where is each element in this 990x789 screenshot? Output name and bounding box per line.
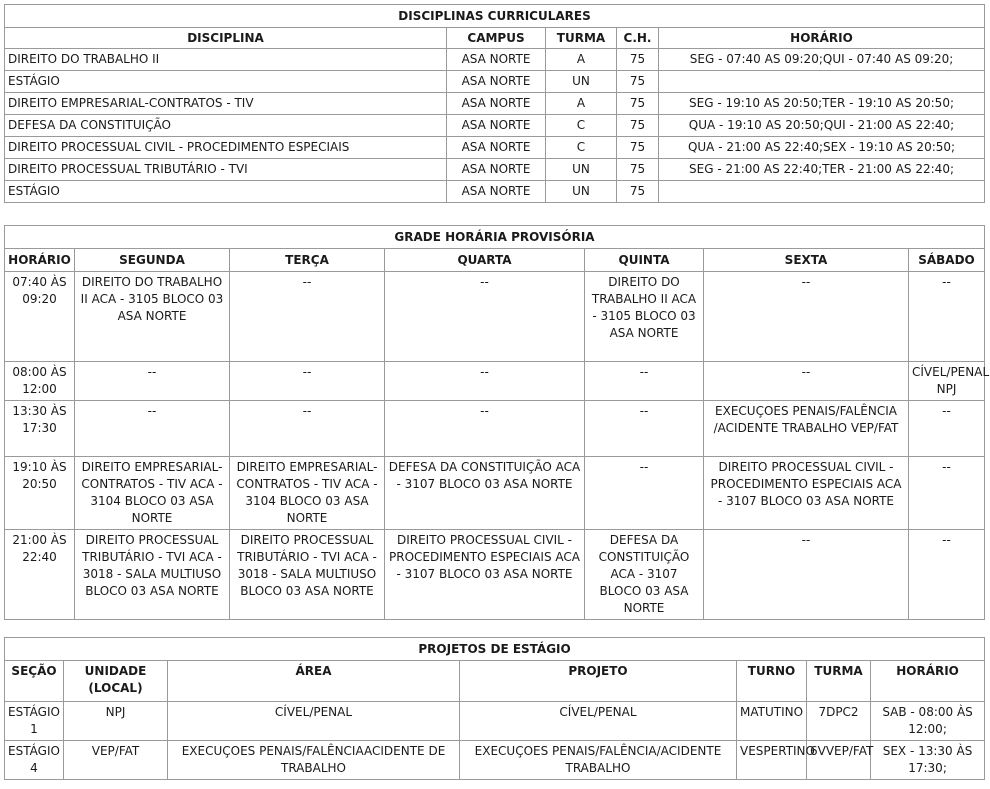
- ch-cell: 75: [617, 137, 659, 159]
- schedule-cell: --: [585, 362, 704, 401]
- table-row: [5, 362, 985, 401]
- schedule-cell: --: [704, 362, 909, 401]
- ch-cell: 75: [617, 159, 659, 181]
- col-header-quinta: QUINTA: [585, 249, 704, 272]
- schedule-cell: --: [75, 362, 230, 401]
- schedule-cell: --: [385, 401, 585, 457]
- col-header-ch: C.H.: [617, 28, 659, 49]
- turno-cell: MATUTINO: [737, 702, 807, 741]
- schedule-cell: DEFESA DA CONSTITUIÇÃO ACA - 3107 BLOCO 03 ASA NORTE: [385, 457, 585, 530]
- col-header-horario: HORÁRIO: [5, 249, 75, 272]
- ch-cell: 75: [617, 93, 659, 115]
- secao-cell: ESTÁGIO 1: [5, 702, 64, 741]
- col-header-quarta: QUARTA: [385, 249, 585, 272]
- horario-cell: SEX - 13:30 ÀS 17:30;: [871, 741, 985, 780]
- schedule-cell: --: [909, 530, 985, 620]
- projetos-table: [4, 637, 985, 780]
- table-row: [5, 115, 985, 137]
- area-cell: EXECUÇOES PENAIS/FALÊNCIAACIDENTE DE TRABALHO: [168, 741, 460, 780]
- schedule-cell: --: [909, 457, 985, 530]
- grade-horaria-table: [4, 225, 990, 620]
- col-header-area: ÁREA: [168, 661, 460, 702]
- col-header-campus: CAMPUS: [447, 28, 546, 49]
- ch-cell: 75: [617, 115, 659, 137]
- table-row: [5, 272, 985, 362]
- ch-cell: 75: [617, 49, 659, 71]
- schedule-cell: DIREITO DO TRABALHO II ACA - 3105 BLOCO 03 ASA NORTE: [585, 272, 704, 362]
- turma-cell: C: [546, 137, 617, 159]
- horario-cell: SEG - 19:10 AS 20:50;TER - 19:10 AS 20:50;: [659, 93, 985, 115]
- schedule-cell: EXECUÇOES PENAIS/FALÊNCIA /ACIDENTE TRABALHO VEP/FAT: [704, 401, 909, 457]
- horario-cell: QUA - 19:10 AS 20:50;QUI - 21:00 AS 22:40;: [659, 115, 985, 137]
- table-row: [5, 457, 985, 530]
- area-cell: CÍVEL/PENAL: [168, 702, 460, 741]
- col-header-unidade: UNIDADE (LOCAL): [64, 661, 168, 702]
- schedule-cell: --: [385, 272, 585, 362]
- campus-cell: ASA NORTE: [447, 159, 546, 181]
- campus-cell: ASA NORTE: [447, 181, 546, 203]
- table-row: [5, 741, 985, 780]
- disciplina-cell: DIREITO PROCESSUAL CIVIL - PROCEDIMENTO ESPECIAIS: [5, 137, 447, 159]
- disciplina-cell: DIREITO EMPRESARIAL-CONTRATOS - TIV: [5, 93, 447, 115]
- schedule-cell: --: [909, 272, 985, 362]
- col-header-horario: HORÁRIO: [659, 28, 985, 49]
- time-cell: 21:00 ÀS 22:40: [5, 530, 75, 620]
- schedule-cell: DIREITO PROCESSUAL CIVIL - PROCEDIMENTO ESPECIAIS ACA - 3107 BLOCO 03 ASA NORTE: [704, 457, 909, 530]
- time-cell: 07:40 ÀS 09:20: [5, 272, 75, 362]
- col-header-turma: TURMA: [807, 661, 871, 702]
- disciplina-cell: DIREITO PROCESSUAL TRIBUTÁRIO - TVI: [5, 159, 447, 181]
- schedule-cell: --: [75, 401, 230, 457]
- col-header-projeto: PROJETO: [460, 661, 737, 702]
- ch-cell: 75: [617, 181, 659, 203]
- schedule-cell: --: [585, 457, 704, 530]
- schedule-cell: --: [230, 401, 385, 457]
- secao-cell: ESTÁGIO 4: [5, 741, 64, 780]
- unidade-cell: NPJ: [64, 702, 168, 741]
- campus-cell: ASA NORTE: [447, 137, 546, 159]
- schedule-cell: DIREITO EMPRESARIAL-CONTRATOS - TIV ACA - 3104 BLOCO 03 ASA NORTE: [230, 457, 385, 530]
- schedule-cell: CÍVEL/PENAL NPJ: [909, 362, 985, 401]
- campus-cell: ASA NORTE: [447, 71, 546, 93]
- schedule-cell: DIREITO PROCESSUAL TRIBUTÁRIO - TVI ACA - 3018 - SALA MULTIUSO BLOCO 03 ASA NORTE: [75, 530, 230, 620]
- schedule-cell: DIREITO DO TRABALHO II ACA - 3105 BLOCO 03 ASA NORTE: [75, 272, 230, 362]
- col-header-sexta: SEXTA: [704, 249, 909, 272]
- time-cell: 08:00 ÀS 12:00: [5, 362, 75, 401]
- ch-cell: 75: [617, 71, 659, 93]
- projetos-title: PROJETOS DE ESTÁGIO: [5, 638, 985, 661]
- unidade-cell: VEP/FAT: [64, 741, 168, 780]
- schedule-cell: --: [704, 272, 909, 362]
- horario-cell: [659, 181, 985, 203]
- col-header-secao: SEÇÃO: [5, 661, 64, 702]
- turma-cell: UN: [546, 181, 617, 203]
- turma-cell: A: [546, 93, 617, 115]
- turma-cell: 7DPC2: [807, 702, 871, 741]
- col-header-turno: TURNO: [737, 661, 807, 702]
- turma-cell: 6VVEP/FAT: [807, 741, 871, 780]
- table-row: [5, 702, 985, 741]
- schedule-cell: DIREITO PROCESSUAL TRIBUTÁRIO - TVI ACA - 3018 - SALA MULTIUSO BLOCO 03 ASA NORTE: [230, 530, 385, 620]
- schedule-cell: DIREITO PROCESSUAL CIVIL - PROCEDIMENTO ESPECIAIS ACA - 3107 BLOCO 03 ASA NORTE: [385, 530, 585, 620]
- schedule-cell: DEFESA DA CONSTITUIÇÃO ACA - 3107 BLOCO 03 ASA NORTE: [585, 530, 704, 620]
- turma-cell: A: [546, 49, 617, 71]
- campus-cell: ASA NORTE: [447, 49, 546, 71]
- projeto-cell: EXECUÇOES PENAIS/FALÊNCIA/ACIDENTE TRABALHO: [460, 741, 737, 780]
- campus-cell: ASA NORTE: [447, 115, 546, 137]
- campus-cell: ASA NORTE: [447, 93, 546, 115]
- col-header-disciplina: DISCIPLINA: [5, 28, 447, 49]
- schedule-cell: --: [230, 272, 385, 362]
- disciplina-cell: ESTÁGIO: [5, 71, 447, 93]
- table-row: [5, 49, 985, 71]
- table-row: [5, 93, 985, 115]
- schedule-cell: --: [230, 362, 385, 401]
- horario-cell: SEG - 21:00 AS 22:40;TER - 21:00 AS 22:40;: [659, 159, 985, 181]
- col-header-terca: TERÇA: [230, 249, 385, 272]
- col-header-horario: HORÁRIO: [871, 661, 985, 702]
- turno-cell: VESPERTINO: [737, 741, 807, 780]
- disciplina-cell: DIREITO DO TRABALHO II: [5, 49, 447, 71]
- table-row: [5, 530, 985, 620]
- schedule-cell: --: [704, 530, 909, 620]
- col-header-segunda: SEGUNDA: [75, 249, 230, 272]
- horario-cell: SEG - 07:40 AS 09:20;QUI - 07:40 AS 09:20;: [659, 49, 985, 71]
- turma-cell: UN: [546, 159, 617, 181]
- schedule-cell: --: [385, 362, 585, 401]
- projeto-cell: CÍVEL/PENAL: [460, 702, 737, 741]
- table-row: [5, 181, 985, 203]
- schedule-cell: DIREITO EMPRESARIAL-CONTRATOS - TIV ACA - 3104 BLOCO 03 ASA NORTE: [75, 457, 230, 530]
- horario-cell: [659, 71, 985, 93]
- horario-cell: SAB - 08:00 ÀS 12:00;: [871, 702, 985, 741]
- table-row: [5, 71, 985, 93]
- schedule-cell: --: [585, 401, 704, 457]
- turma-cell: UN: [546, 71, 617, 93]
- col-header-sabado: SÁBADO: [909, 249, 985, 272]
- time-cell: 19:10 ÀS 20:50: [5, 457, 75, 530]
- table-row: [5, 137, 985, 159]
- grade-title: GRADE HORÁRIA PROVISÓRIA: [5, 226, 985, 249]
- table-row: [5, 401, 985, 457]
- disciplinas-table: [4, 4, 985, 203]
- disciplina-cell: ESTÁGIO: [5, 181, 447, 203]
- horario-cell: QUA - 21:00 AS 22:40;SEX - 19:10 AS 20:50;: [659, 137, 985, 159]
- table-row: [5, 159, 985, 181]
- turma-cell: C: [546, 115, 617, 137]
- disciplinas-title: DISCIPLINAS CURRICULARES: [5, 5, 985, 28]
- time-cell: 13:30 ÀS 17:30: [5, 401, 75, 457]
- schedule-cell: --: [909, 401, 985, 457]
- disciplina-cell: DEFESA DA CONSTITUIÇÃO: [5, 115, 447, 137]
- col-header-turma: TURMA: [546, 28, 617, 49]
